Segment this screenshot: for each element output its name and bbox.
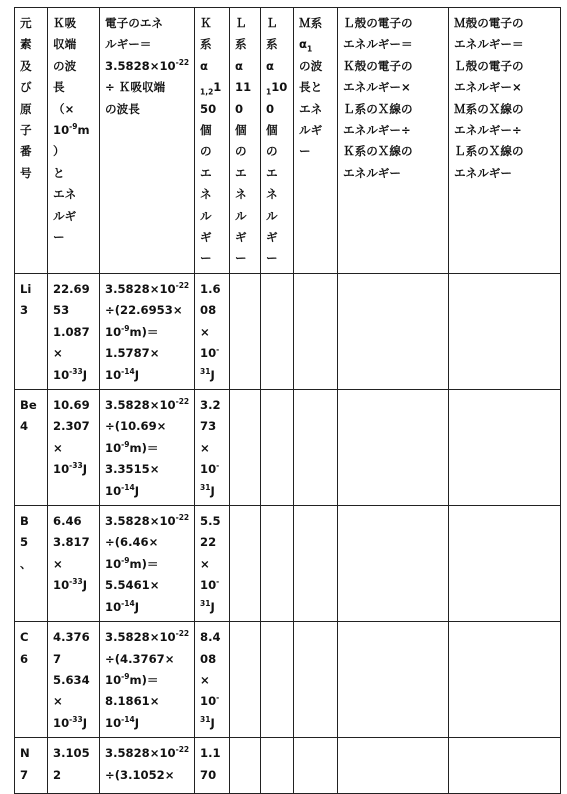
table-cell-6: [261, 390, 294, 506]
cell-text: 50: [200, 101, 217, 116]
cell-text: $10^{-14}J$: [105, 482, 140, 498]
data-table: [14, 7, 561, 794]
cell-text: ÷(22.6953×: [105, 303, 183, 318]
cell-text: エ: [235, 165, 247, 180]
table-cell-1: [15, 390, 48, 506]
cell-text: 8.4: [200, 630, 221, 645]
cell-text: 11: [235, 80, 252, 95]
table-cell-5: [230, 738, 261, 794]
cell-text: Ｋ殻の電子の: [343, 58, 413, 73]
cell-text: 子: [20, 123, 32, 138]
cell-text: ÷(3.1052×: [105, 767, 175, 782]
cell-text: $3.5828\times 10^{-22}$: [105, 745, 190, 761]
cell-text: （×: [53, 101, 75, 116]
cell-text: エネルギー×: [454, 80, 522, 95]
cell-text: Be: [20, 398, 37, 413]
table-cell-8: [338, 738, 449, 794]
cell-text: エネルギー×: [343, 80, 411, 95]
cell-text: Ｍ殻の電子の: [454, 16, 524, 30]
table-cell-5: [230, 506, 261, 622]
table-cell-3: [100, 622, 195, 738]
cell-text: $\alpha_1$: [299, 37, 313, 54]
cell-text: ÷(6.46×: [105, 535, 159, 550]
cell-text: Ｍ系: [299, 16, 323, 30]
cell-text: $_{1,2}$1: [200, 80, 222, 97]
cell-text: 原: [20, 101, 32, 116]
cell-text: ×: [53, 440, 63, 455]
header-cell-7: [294, 8, 338, 274]
cell-text: $_1$10: [266, 80, 288, 97]
table-cell-7: [294, 390, 338, 506]
table-row: [15, 506, 561, 622]
cell-text: 22.69: [53, 282, 90, 296]
cell-text: 電子のエネ: [105, 16, 163, 30]
cell-text: 08: [200, 303, 217, 318]
table-cell-9: [449, 390, 561, 506]
cell-text: $10^{-9}m)=$: [105, 672, 159, 687]
cell-text: 系: [200, 37, 212, 52]
cell-text: ×: [53, 556, 63, 571]
cell-text: 個: [200, 123, 212, 138]
cell-text: α: [235, 58, 243, 73]
table-cell-8: [338, 506, 449, 622]
table-cell-4: [195, 738, 230, 794]
cell-text: ルギ: [299, 123, 323, 138]
cell-text: 系: [235, 37, 247, 52]
table-row: [15, 738, 561, 794]
cell-text: ル: [200, 208, 212, 223]
cell-text: α: [266, 58, 274, 73]
cell-text: エネルギー÷: [454, 123, 522, 138]
table-cell-9: [449, 274, 561, 390]
cell-text: Ｋ吸: [53, 16, 77, 30]
table-cell-7: [294, 506, 338, 622]
cell-text: ー: [235, 251, 247, 266]
cell-text: 3.2: [200, 398, 221, 413]
cell-text: $10^{-14}J$: [105, 598, 140, 614]
cell-text: N: [20, 746, 30, 761]
cell-text: $3.5828\times 10^{-22}$: [105, 629, 190, 645]
cell-text: $10^{-9}m)=$: [105, 439, 159, 455]
cell-text: ×: [53, 346, 63, 361]
table-cell-2: [48, 506, 100, 622]
table-cell-6: [261, 622, 294, 738]
cell-text: 5.634: [53, 672, 90, 687]
cell-text: Ｌ: [266, 16, 278, 30]
cell-text: 号: [20, 165, 32, 180]
cell-text: 5: [20, 535, 29, 550]
cell-text: 3: [20, 303, 29, 318]
cell-text: 10-: [200, 693, 220, 709]
cell-text: Ｋ系のＸ線の: [343, 144, 413, 159]
cell-text: 素: [20, 37, 32, 52]
cell-text: 10-: [200, 345, 220, 361]
cell-text: $^{31}$J: [200, 366, 215, 382]
cell-text: 0: [266, 101, 275, 116]
table-cell-4: [195, 390, 230, 506]
cell-text: 個: [235, 123, 247, 138]
cell-text: ー: [299, 144, 311, 159]
cell-text: ギ: [235, 230, 247, 245]
header-cell-8: [338, 8, 449, 274]
cell-text: の: [200, 144, 212, 159]
cell-text: の波: [299, 58, 323, 73]
cell-text: び: [20, 80, 32, 95]
cell-text: $10^{-33}J$: [53, 366, 88, 382]
cell-text: 10-: [200, 577, 220, 593]
cell-text: Ｌ系のＸ線の: [454, 144, 524, 159]
cell-text: $10^{-14}J$: [105, 714, 140, 730]
table-cell-6: [261, 506, 294, 622]
cell-text: $10^{-33}J$: [53, 577, 88, 593]
cell-text: ÷(4.3767×: [105, 651, 175, 666]
cell-text: 3.105: [53, 746, 90, 761]
cell-text: ルギー＝: [105, 37, 152, 52]
cell-text: 長と: [299, 80, 323, 95]
header-cell-2: [48, 8, 100, 274]
cell-text: ー: [53, 230, 65, 245]
cell-text: Ｌ殻の電子の: [343, 16, 413, 30]
cell-text: ー: [266, 251, 278, 266]
cell-text: ×: [200, 440, 210, 455]
table-cell-6: [261, 274, 294, 390]
cell-text: $3.5828\times 10^{-22}$: [105, 281, 190, 296]
cell-text: 10-: [200, 461, 220, 477]
cell-text: 08: [200, 651, 217, 666]
cell-text: エネ: [299, 101, 323, 116]
cell-text: 1.087: [53, 324, 90, 339]
table-cell-9: [449, 738, 561, 794]
table-cell-3: [100, 274, 195, 390]
cell-text: ル: [266, 208, 278, 223]
cell-text: ×: [200, 324, 210, 339]
cell-text: 2: [53, 767, 62, 782]
header-cell-5: [230, 8, 261, 274]
cell-text: 73: [200, 419, 217, 434]
cell-text: の波長: [105, 101, 140, 116]
cell-text: 系: [266, 37, 278, 52]
cell-text: と: [53, 165, 65, 180]
table-row: [15, 274, 561, 390]
table-cell-3: [100, 390, 195, 506]
table-cell-1: [15, 274, 48, 390]
cell-text: 収端: [53, 37, 77, 52]
cell-text: エネルギー＝: [343, 37, 413, 52]
cell-text: α: [200, 58, 208, 73]
cell-text: $^{31}$J: [200, 482, 215, 498]
table-cell-9: [449, 622, 561, 738]
header-cell-3: [100, 8, 195, 274]
table-cell-8: [338, 390, 449, 506]
cell-text: ルギ: [53, 208, 77, 223]
cell-text: ÷ Ｋ吸収端: [105, 80, 166, 95]
cell-text: 及: [20, 58, 32, 73]
table-cell-4: [195, 274, 230, 390]
cell-text: $^{31}$J: [200, 598, 215, 614]
cell-text: $10^{-9}m$: [53, 122, 90, 138]
cell-text: $10^{-33}J$: [53, 461, 88, 477]
cell-text: の: [235, 144, 247, 159]
cell-text: 4: [20, 419, 29, 434]
cell-text: 10.69: [53, 398, 90, 413]
cell-text: Ｋ: [200, 16, 212, 30]
cell-text: エ: [266, 165, 278, 180]
table-cell-1: [15, 738, 48, 794]
cell-text: 3.3515×: [105, 462, 160, 477]
table-cell-3: [100, 738, 195, 794]
table-cell-7: [294, 274, 338, 390]
cell-text: 6.46: [53, 514, 82, 529]
cell-text: ネ: [235, 187, 247, 202]
cell-text: ネ: [200, 187, 212, 202]
cell-text: $10^{-9}m)=$: [105, 556, 159, 571]
table-cell-5: [230, 622, 261, 738]
cell-text: ×: [200, 672, 210, 687]
cell-text: $3.5828\times 10^{-22}$: [105, 57, 190, 73]
table-cell-9: [449, 506, 561, 622]
cell-text: 番: [20, 144, 32, 159]
table-cell-7: [294, 738, 338, 794]
cell-text: $3.5828\times 10^{-22}$: [105, 397, 190, 413]
cell-text: ）: [53, 144, 65, 159]
cell-text: Ｌ: [235, 16, 247, 30]
cell-text: Ｍ系のＸ線の: [454, 101, 524, 116]
table-cell-4: [195, 622, 230, 738]
table-cell-2: [48, 390, 100, 506]
table-cell-2: [48, 622, 100, 738]
cell-text: 0: [235, 101, 244, 116]
cell-text: エネルギー＝: [454, 37, 524, 52]
table-cell-1: [15, 506, 48, 622]
cell-text: Ｌ殻の電子の: [454, 58, 524, 73]
cell-text: 元: [20, 16, 32, 30]
cell-text: Ｌ系のＸ線の: [343, 101, 413, 116]
cell-text: の: [266, 144, 278, 159]
cell-text: 1.6: [200, 282, 221, 296]
cell-text: 、: [20, 556, 32, 571]
cell-text: B: [20, 514, 29, 529]
cell-text: 1.5787×: [105, 346, 160, 361]
cell-text: ÷(10.69×: [105, 419, 167, 434]
cell-text: ×: [200, 556, 210, 571]
cell-text: 5.5: [200, 514, 221, 529]
cell-text: ネ: [266, 187, 278, 202]
cell-text: エ: [200, 165, 212, 180]
cell-text: ー: [200, 251, 212, 266]
table-cell-8: [338, 622, 449, 738]
cell-text: Li: [20, 282, 32, 296]
cell-text: 22: [200, 535, 217, 550]
table-cell-2: [48, 738, 100, 794]
header-cell-4: [195, 8, 230, 274]
table-cell-5: [230, 274, 261, 390]
cell-text: 6: [20, 651, 29, 666]
table-cell-6: [261, 738, 294, 794]
cell-text: 53: [53, 303, 70, 318]
cell-text: エネルギー: [454, 165, 512, 180]
table-row: [15, 622, 561, 738]
cell-text: $10^{-14}J$: [105, 366, 140, 382]
cell-text: 7: [20, 767, 29, 782]
table-row: [15, 390, 561, 506]
cell-text: 7: [53, 651, 62, 666]
table-cell-7: [294, 622, 338, 738]
cell-text: エネルギー÷: [343, 123, 411, 138]
cell-text: ギ: [266, 230, 278, 245]
cell-text: ギ: [200, 230, 212, 245]
cell-text: 5.5461×: [105, 578, 160, 593]
cell-text: 3.817: [53, 535, 90, 550]
cell-text: $10^{-9}m)=$: [105, 323, 159, 339]
table-cell-8: [338, 274, 449, 390]
table-cell-1: [15, 622, 48, 738]
cell-text: 1.1: [200, 746, 221, 761]
cell-text: 8.1861×: [105, 694, 160, 709]
table-cell-2: [48, 274, 100, 390]
table-cell-4: [195, 506, 230, 622]
cell-text: $3.5828\times 10^{-22}$: [105, 513, 190, 529]
cell-text: ×: [53, 694, 63, 709]
header-cell-1: [15, 8, 48, 274]
cell-text: 長: [53, 80, 65, 95]
cell-text: 70: [200, 767, 217, 782]
header-cell-9: [449, 8, 561, 274]
header-row: [15, 8, 561, 274]
cell-text: 個: [266, 123, 278, 138]
cell-text: $10^{-33}J$: [53, 714, 88, 730]
cell-text: エネ: [53, 187, 77, 202]
cell-text: 2.307: [53, 419, 90, 434]
cell-text: ル: [235, 208, 247, 223]
cell-text: C: [20, 630, 29, 645]
cell-text: エネルギー: [343, 165, 401, 180]
cell-text: の波: [53, 58, 77, 73]
header-cell-6: [261, 8, 294, 274]
cell-text: 4.376: [53, 630, 90, 645]
table-cell-3: [100, 506, 195, 622]
table-cell-5: [230, 390, 261, 506]
cell-text: $^{31}$J: [200, 714, 215, 730]
